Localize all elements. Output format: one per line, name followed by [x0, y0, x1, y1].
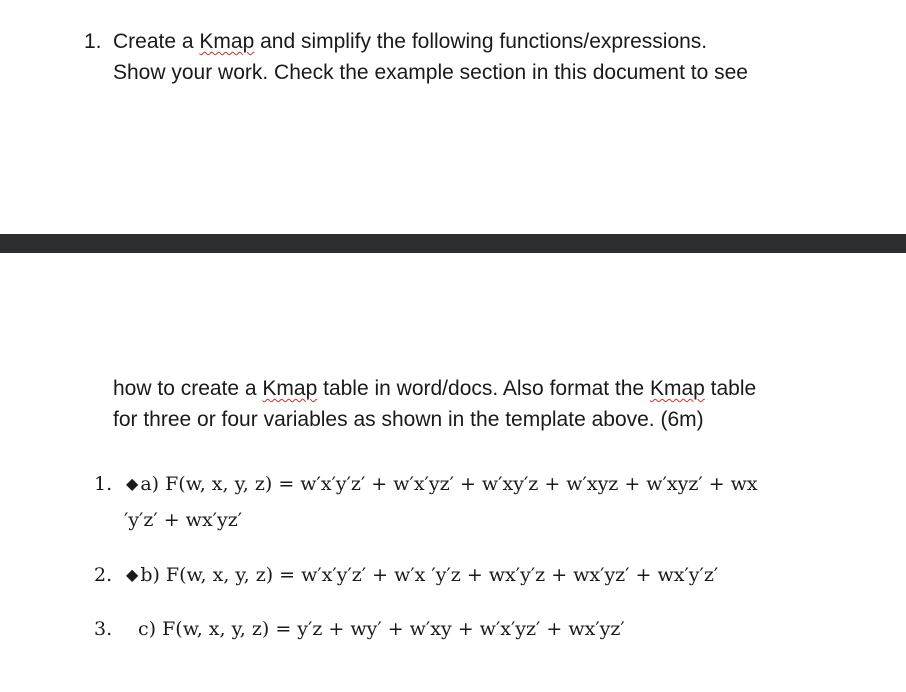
- item-number: 3.: [94, 618, 113, 640]
- question-line-4: for three or four variables as shown in the template above. (6m): [113, 408, 704, 431]
- diamond-icon: ◆: [126, 474, 139, 493]
- question-line-3-pre: how to create a: [113, 377, 263, 400]
- question-line-1-post: and simplify the following functions/expressions.: [254, 30, 708, 53]
- expression-text: b) F(w, x, y, z) = w′x′y′z′ + w′x ′y′z + wx′y′z + wx′yz′ + wx′y′z′: [140, 564, 719, 586]
- kmap-word: Kmap: [649, 377, 705, 400]
- diamond-icon: ◆: [126, 565, 139, 584]
- question-number: 1.: [84, 30, 102, 53]
- item-expression-c: [138, 614, 625, 644]
- question-line-2: Show your work. Check the example section in this document to see: [113, 61, 748, 84]
- expression-text: c) F(w, x, y, z) = y′z + wy′ + w′xy + w′x′yz′ + wx′yz′: [138, 618, 625, 640]
- kmap-word: Kmap: [262, 377, 318, 400]
- question-line-3: [113, 373, 756, 404]
- kmap-word: Kmap: [199, 30, 255, 53]
- question-line-3-mid: table in word/docs. Also format the: [317, 377, 650, 400]
- item-expression-a-continuation: ′y′z′ + wx′yz′: [124, 509, 243, 531]
- page-break-divider: [0, 234, 906, 253]
- question-line-3-post: table: [704, 377, 757, 400]
- expression-text: a) F(w, x, y, z) = w′x′y′z′ + w′x′yz′ + w′xy′z + w′xyz + w′xyz′ + wx: [140, 473, 758, 495]
- question-line-1-pre: Create a: [113, 30, 200, 53]
- item-expression-a: [126, 469, 758, 499]
- question-line-1: [113, 26, 707, 57]
- item-expression-b: [126, 560, 718, 590]
- item-number: 2.: [94, 564, 113, 586]
- item-number: 1.: [94, 473, 113, 495]
